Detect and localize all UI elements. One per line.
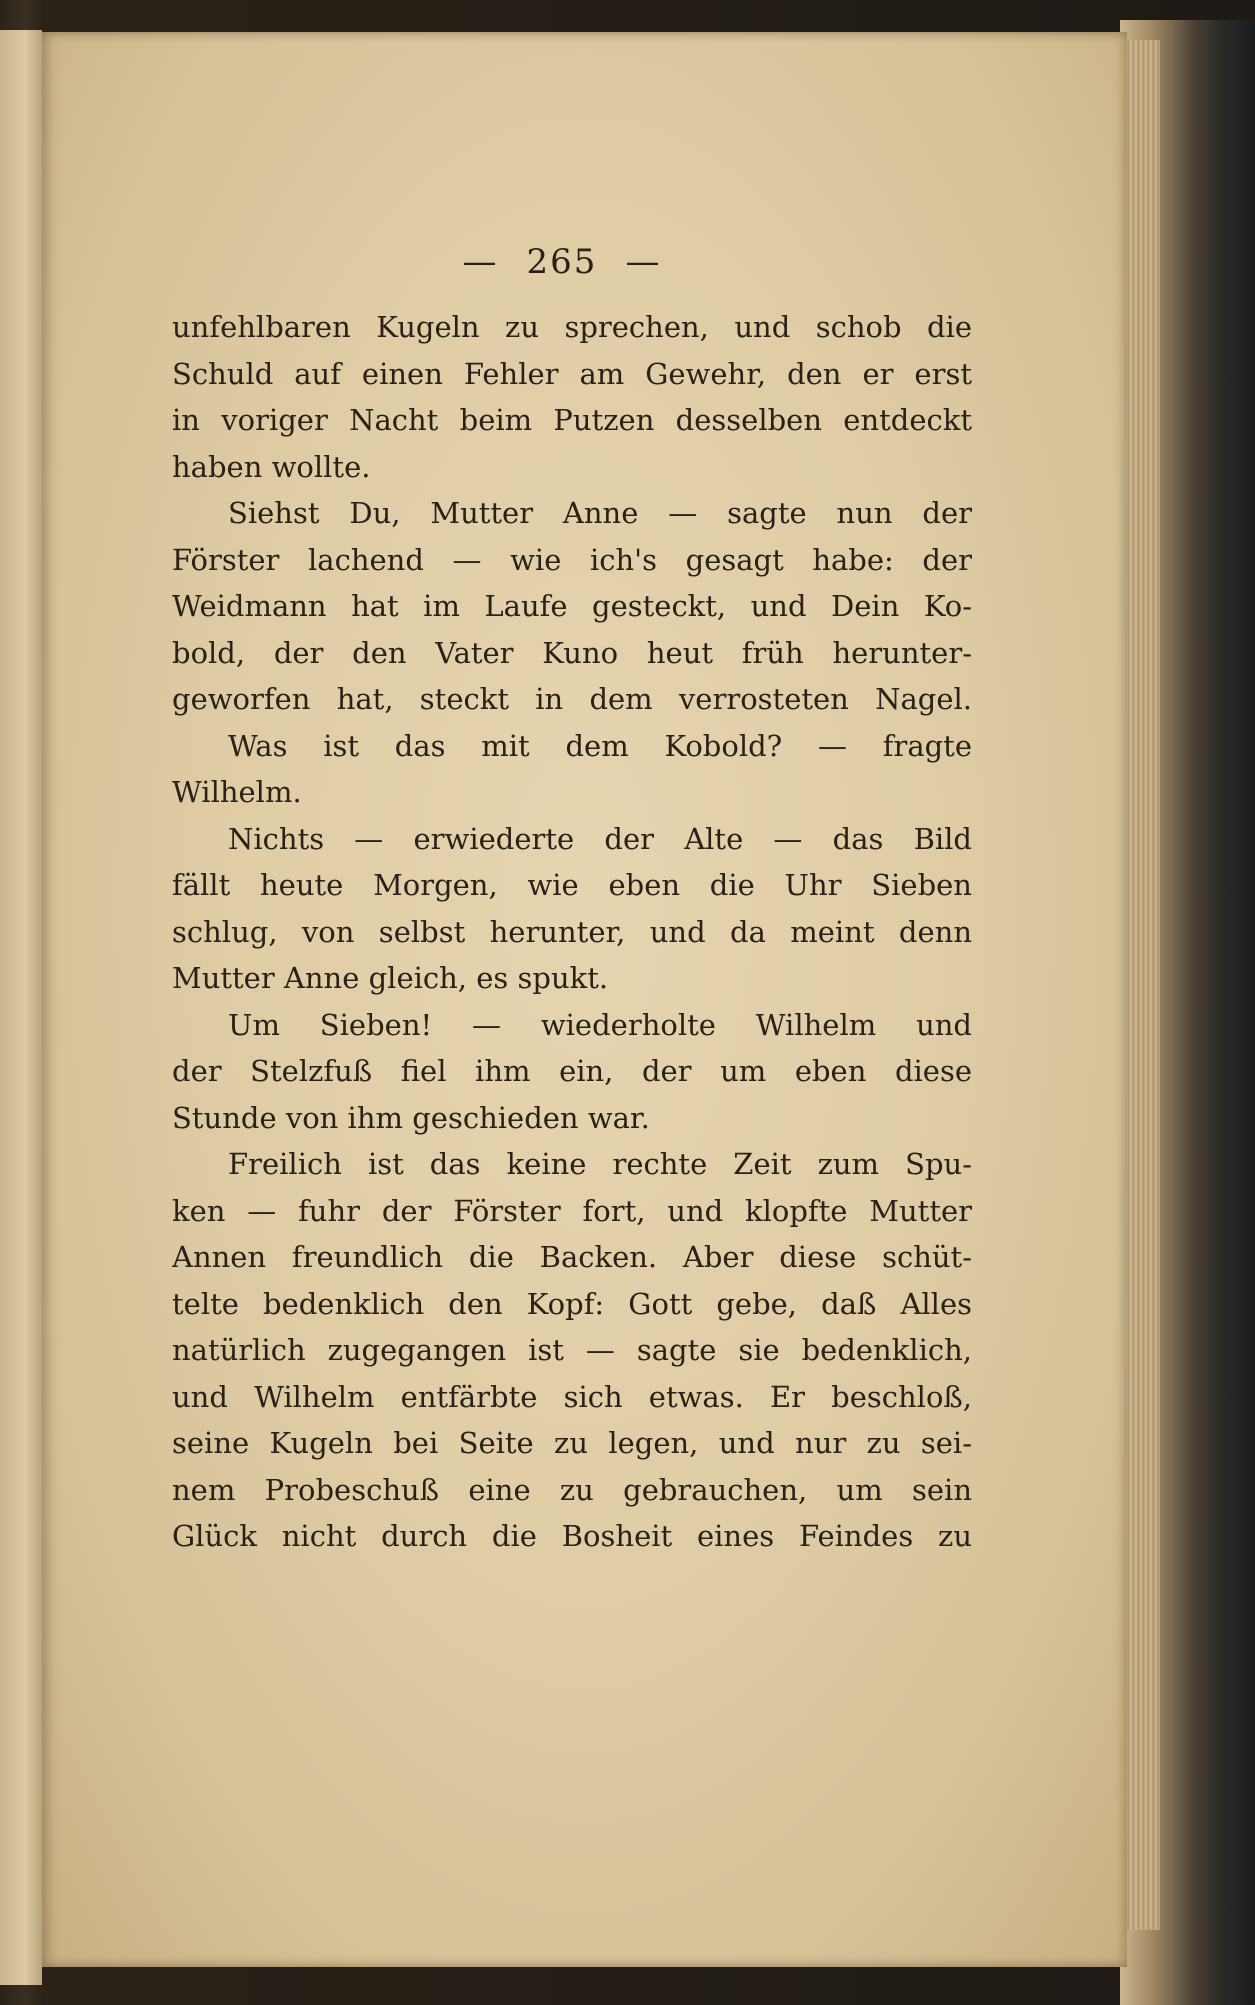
text-line: geworfen hat, steckt in dem verrosteten Nagel. <box>172 682 972 716</box>
text-line: Glück nicht durch die Bosheit eines Feindes zu <box>172 1519 972 1553</box>
text-line: Mutter Anne gleich, es spukt. <box>172 961 609 995</box>
text-line: unfehlbaren Kugeln zu sprechen, und schob die <box>172 310 972 344</box>
book-page <box>42 32 1127 1967</box>
page-number-dash-right: — <box>625 242 662 282</box>
text-line: nem Probeschuß eine zu gebrauchen, um sein <box>172 1472 972 1507</box>
text-line: Schuld auf einen Fehler am Gewehr, den er erst <box>172 356 972 391</box>
page-number-dash-left: — <box>462 242 499 282</box>
text-line: Nichts — erwiederte der Alte — das Bild <box>228 821 972 856</box>
text-line: und Wilhelm entfärbte sich etwas. Er beschloß, <box>172 1379 972 1414</box>
text-line: ken — fuhr der Förster fort, und klopfte Mutter <box>172 1193 972 1228</box>
page-number: 265 <box>526 242 598 282</box>
text-line: haben wollte. <box>172 449 371 484</box>
previous-page-edge <box>0 30 42 1985</box>
text-line: fällt heute Morgen, wie eben die Uhr Sieben <box>172 868 972 902</box>
text-line: seine Kugeln bei Seite zu legen, und nur zu sei- <box>172 1426 972 1460</box>
body-text <box>172 304 972 1560</box>
text-line: bold, der den Vater Kuno heut früh herunter- <box>172 635 972 670</box>
text-line: Was ist das mit dem Kobold? — fragte <box>228 728 972 763</box>
text-line: in voriger Nacht beim Putzen desselben entdeckt <box>172 403 972 437</box>
text-line: telte bedenklich den Kopf: Gott gebe, daß Alles <box>172 1286 972 1321</box>
page-number-header <box>152 242 972 282</box>
text-line: Um Sieben! — wiederholte Wilhelm und <box>228 1007 972 1042</box>
text-line: Wilhelm. <box>172 775 302 809</box>
text-line: der Stelzfuß fiel ihm ein, der um eben diese <box>172 1054 972 1088</box>
page-text-block <box>172 242 972 1560</box>
text-line: Freilich ist das keine rechte Zeit zum Spu- <box>228 1147 972 1181</box>
text-line: Stunde von ihm geschieden war. <box>172 1100 650 1135</box>
text-line: Siehst Du, Mutter Anne — sagte nun der <box>228 496 972 530</box>
text-line: natürlich zugegangen ist — sagte sie bedenklich, <box>172 1333 972 1367</box>
text-line: Annen freundlich die Backen. Aber diese schüt- <box>172 1240 972 1274</box>
text-line: Förster lachend — wie ich's gesagt habe: der <box>172 542 972 577</box>
text-line: Weidmann hat im Laufe gesteckt, und Dein Ko- <box>172 589 972 623</box>
text-line: schlug, von selbst herunter, und da meint denn <box>172 914 972 949</box>
